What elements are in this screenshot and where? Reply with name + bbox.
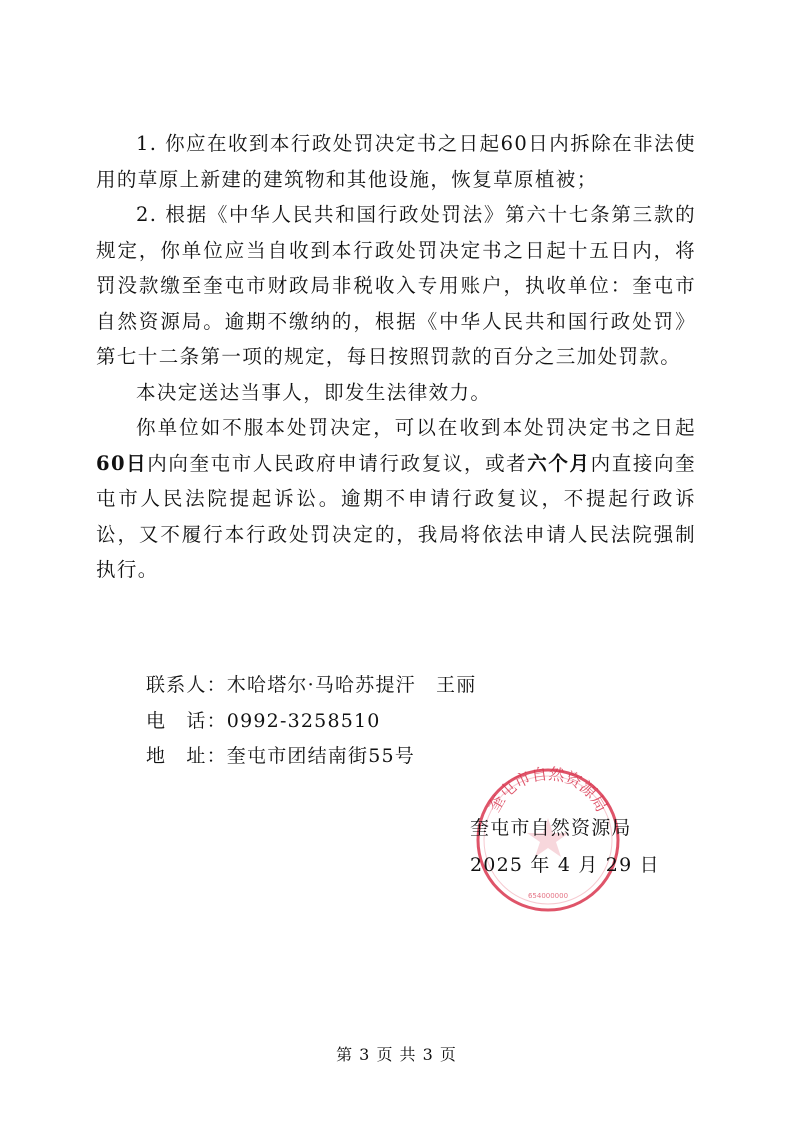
paragraph-2: 2. 根据《中华人民共和国行政处罚法》第六十七条第三款的规定，你单位应当自收到本行政处罚决定书之日起十五日内，将罚没款缴至奎屯市财政局非税收入专用账户，执收单位：奎屯市自然资源局。逾期不缴纳的，根据《中华人民共和国行政处罚》第七十二条第一项的规定，每日按照罚款的百分之三加处罚款。	[96, 203, 696, 368]
page-number-footer: 第 3 页 共 3 页	[336, 1045, 457, 1064]
deadline-six-months: 六个月	[527, 451, 591, 475]
seal-arc-text: 奎屯市自然资源局	[484, 766, 612, 816]
paragraph-4-part-a: 你单位如不服本处罚决定，可以在收到本处罚决定书之日起	[136, 416, 696, 439]
contact-block	[146, 668, 476, 775]
paragraph-4	[96, 410, 696, 588]
contact-person: 联系人：木哈塔尔·马哈苏提汗 王丽	[146, 674, 477, 696]
paragraph-4-part-e: 内直接向奎屯市人民法院提起诉讼。逾期不申请行政复议，不提起行政诉讼，又不履行本行政处罚决定的，我局将依法申请人民法院强制执行。	[96, 451, 696, 581]
contact-address: 地 址：奎屯市团结南街55号	[146, 745, 415, 767]
signature-block	[470, 810, 660, 884]
issue-date: 2025 年 4 月 29 日	[470, 854, 660, 876]
issuing-organization: 奎屯市自然资源局	[470, 817, 632, 839]
deadline-60-days: 60日	[96, 451, 148, 475]
contact-phone: 电 话：0992-3258510	[146, 709, 381, 732]
seal-code: 654000000	[527, 892, 569, 900]
paragraph-3: 本决定送达当事人，即发生法律效力。	[136, 380, 492, 404]
decision-body	[96, 126, 696, 588]
svg-text:奎屯市自然资源局	[484, 766, 611, 815]
paragraph-1: 1. 你应在收到本行政处罚决定书之日起60日内拆除在非法使用的草原上新建的建筑物和其他设施，恢复草原植被；	[96, 132, 696, 191]
paragraph-4-part-c: 内向奎屯市人民政府申请行政复议，或者	[147, 451, 528, 475]
